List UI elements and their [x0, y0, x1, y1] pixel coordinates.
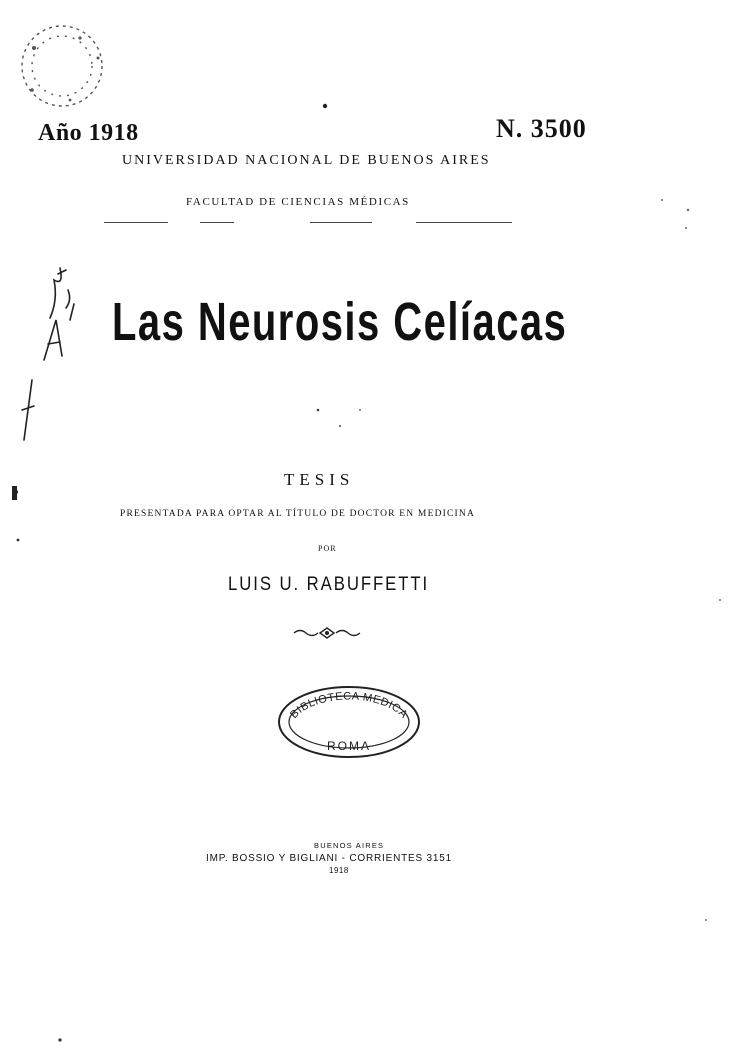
stamp-bottom-text: ROMA — [327, 739, 371, 753]
thesis-label: TESIS — [284, 470, 355, 489]
handwritten-margin-note-icon — [14, 260, 84, 450]
author-name: LUIS U. RABUFFETTI — [228, 574, 430, 595]
catalog-number: N. 3500 — [496, 114, 587, 143]
imprint-year: 1918 — [329, 866, 349, 875]
faculty-name: FACULTAD DE CIENCIAS MÉDICAS — [186, 196, 410, 208]
thesis-subtitle: PRESENTADA PARA OPTAR AL TÍTULO DE DOCTOR EN MEDICINA — [120, 509, 476, 519]
header-rule — [104, 222, 514, 224]
thesis-title: Las Neurosis Celíacas — [112, 292, 568, 352]
ornament-icon — [292, 626, 362, 640]
university-name: UNIVERSIDAD NACIONAL DE BUENOS AIRES — [122, 153, 491, 168]
by-label: POR — [318, 544, 337, 553]
year-label: Año 1918 — [38, 120, 139, 146]
imprint-printer: IMP. BOSSIO Y BIGLIANI - CORRIENTES 3151 — [206, 853, 452, 864]
library-stamp-icon — [276, 684, 422, 760]
imprint-city: BUENOS AIRES — [314, 841, 385, 850]
stamp-top-text: BIBLIOTECA MEDICA — [288, 690, 410, 721]
